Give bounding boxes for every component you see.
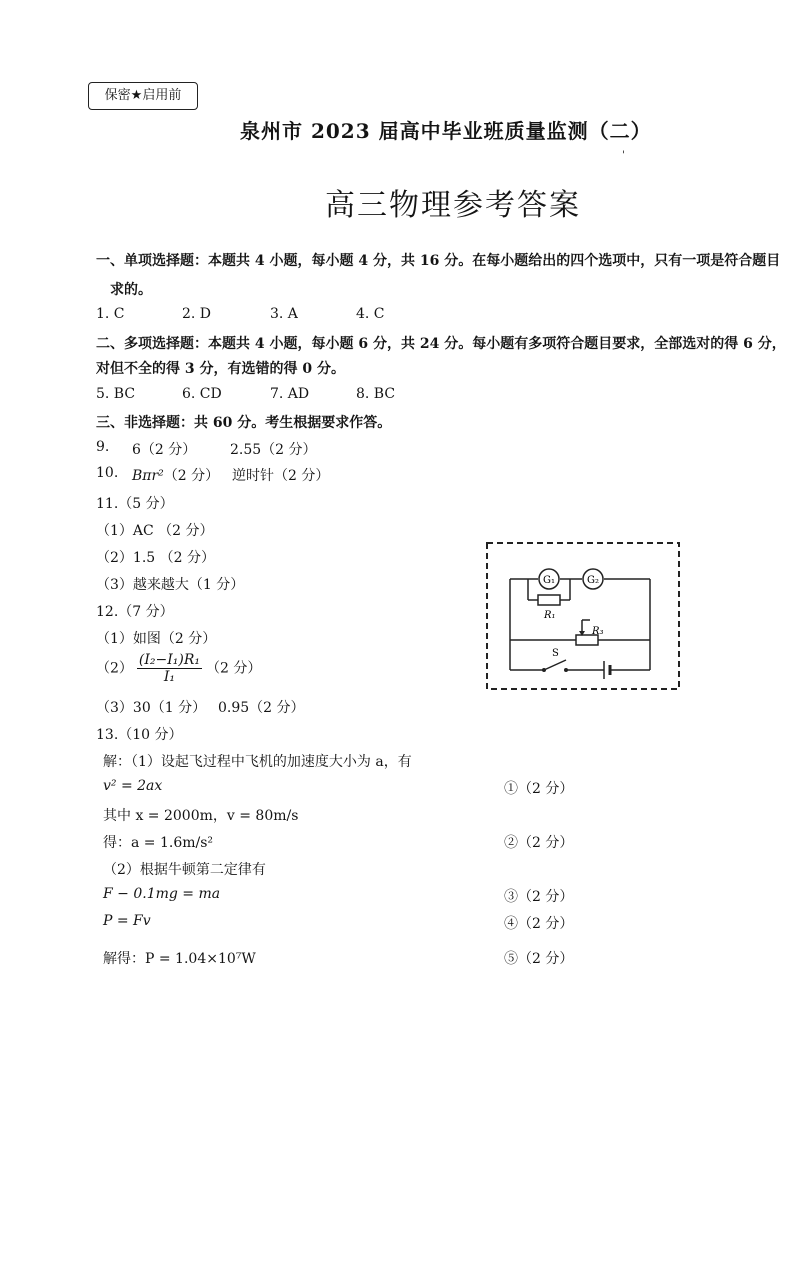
q12-part3a: （3）30（1 分） [96, 700, 207, 716]
q10-number: 10. [96, 465, 119, 481]
q13-mark4: ④（2 分） [504, 916, 574, 932]
q10-score: （2 分） [163, 468, 220, 484]
q10-answer-a [132, 465, 219, 485]
q12-fraction-denominator: I₁ [163, 669, 176, 685]
q12-part2-score: （2 分） [206, 660, 262, 677]
q13-line1: 解：（1）设起飞过程中飞机的加速度大小为 a，有 [103, 754, 412, 770]
answer-3: 3. A [270, 306, 298, 322]
q13-mark3: ③（2 分） [504, 889, 574, 905]
q9-answer-a: 6（2 分） [132, 442, 197, 458]
q13-mark5: ⑤（2 分） [504, 951, 574, 967]
q13-title: 13.（10 分） [96, 727, 183, 743]
q12-part1: （1）如图（2 分） [96, 631, 217, 647]
q9-number: 9. [96, 439, 110, 455]
switch-blade [544, 660, 566, 670]
r3-label: R₃ [592, 626, 604, 637]
switch-contact-icon [542, 668, 546, 672]
q11-title: 11.（5 分） [96, 496, 174, 512]
q12-title: 12.（7 分） [96, 604, 174, 620]
confidential-stamp: 保密★启用前 [88, 82, 198, 110]
answer-1: 1. C [96, 306, 125, 322]
q13-given: 其中 x = 2000m，v = 80m/s [103, 808, 299, 824]
q13-mark1: ①（2 分） [504, 781, 574, 797]
stray-mark: ' [622, 150, 625, 161]
section2-heading: 二、多项选择题：本题共 4 小题，每小题 6 分，共 24 分。每小题有多项符合题目要求，全部选对的得 6 分， [96, 336, 786, 352]
answer-5: 5. BC [96, 386, 136, 402]
answer-7: 7. AD [270, 386, 310, 402]
document-title: 高三物理参考答案 [325, 188, 581, 223]
answer-2: 2. D [182, 306, 212, 322]
section3-heading: 三、非选择题：共 60 分。考生根据要求作答。 [96, 415, 392, 431]
q10-expression: Bπr² [132, 468, 164, 484]
section1-heading-cont: 求的。 [110, 282, 152, 298]
answer-8: 8. BC [356, 386, 396, 402]
section2-heading-cont: 对但不全的得 3 分，有选错的得 0 分。 [96, 361, 345, 377]
q12-part2 [96, 652, 261, 685]
q9-answer-b: 2.55（2 分） [230, 442, 317, 458]
q13-final-result: 解得：P = 1.04×10⁷W [103, 951, 256, 967]
q12-part2-label: （2） [96, 660, 133, 677]
switch-label: S [552, 648, 559, 659]
q13-equation3: F − 0.1mg = ma [103, 886, 221, 902]
section1-heading: 一、单项选择题：本题共 4 小题，每小题 4 分，共 16 分。在每小题给出的四个选项中，只有一项是符合题目 [96, 253, 781, 269]
q11-part2: （2）1.5 （2 分） [96, 550, 215, 566]
switch-contact-icon [564, 668, 568, 672]
exam-title: 泉州市 2023 届高中毕业班质量监测（二） [240, 119, 652, 143]
answer-4: 4. C [356, 306, 385, 322]
q13-mark2: ②（2 分） [504, 835, 574, 851]
q11-part1: （1）AC （2 分） [96, 523, 214, 539]
q13-line5: （2）根据牛顿第二定律有 [103, 862, 266, 878]
q12-fraction-numerator: (I₂−I₁)R₁ [138, 652, 201, 668]
resistor-r1-icon [538, 595, 560, 605]
g1-label: G₁ [543, 575, 555, 586]
q13-result1: 得：a = 1.6m/s² [103, 835, 214, 851]
q10-answer-b: 逆时针（2 分） [232, 468, 330, 484]
q12-fraction [137, 652, 202, 685]
answer-6: 6. CD [182, 386, 222, 402]
q12-part3b: 0.95（2 分） [218, 700, 305, 716]
q11-part3: （3）越来越大（1 分） [96, 577, 245, 593]
q13-equation1: v² = 2ax [103, 778, 163, 794]
r1-label: R₁ [544, 610, 556, 621]
q13-equation4: P = Fv [103, 913, 151, 929]
g2-label: G₂ [587, 575, 599, 586]
circuit-diagram [486, 542, 682, 692]
